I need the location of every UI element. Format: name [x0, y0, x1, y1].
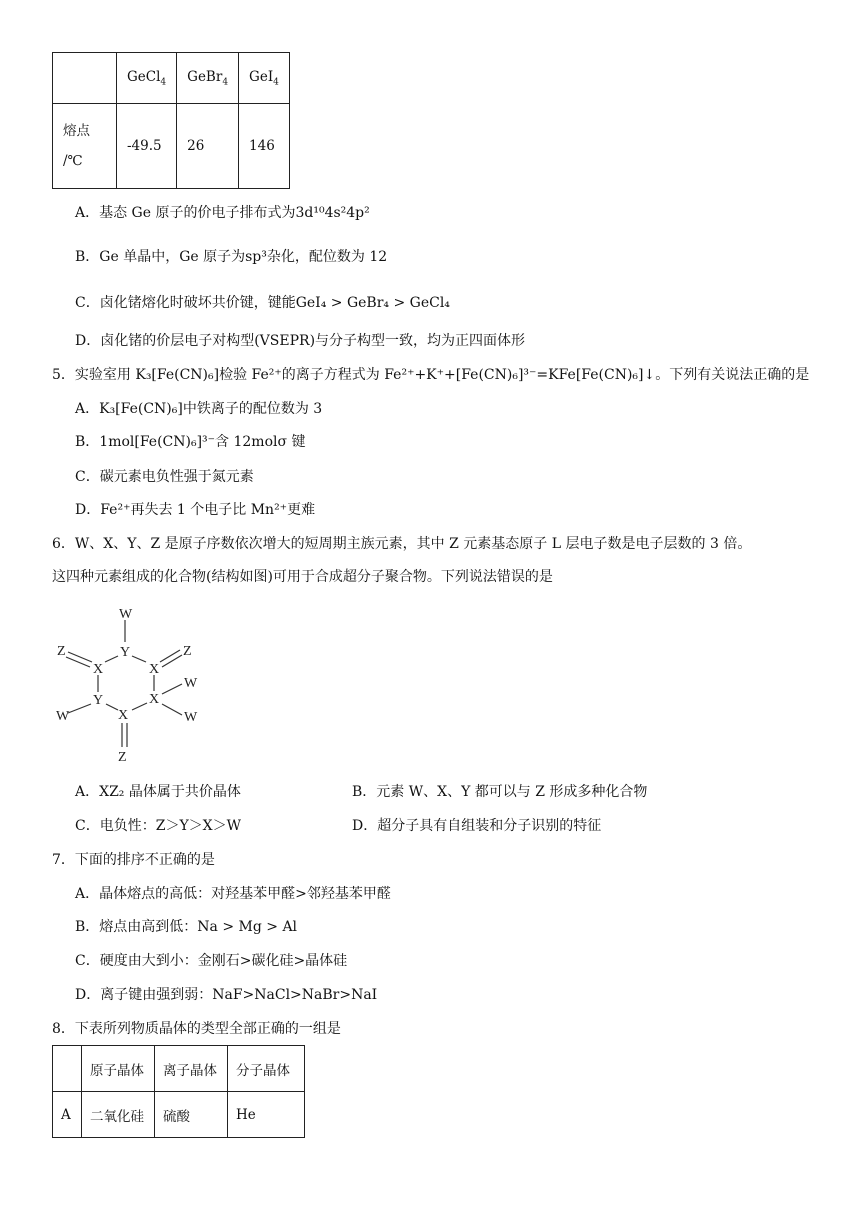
q7-option-a: A．晶体熔点的高低：对羟基苯甲醛>邻羟基苯甲醛 [75, 886, 391, 902]
q7-option-d: D．离子键由强到弱：NaF>NaCl>NaBr>NaI [75, 987, 378, 1003]
table-cell: 26 [177, 104, 239, 189]
q4-option-a: A．基态 Ge 原子的价电子排布式为3d¹⁰4s²4p² [75, 205, 370, 221]
q7-stem: 7．下面的排序不正确的是 [52, 852, 215, 868]
atom-label: Z [183, 644, 192, 659]
q6-option-b: B．元素 W、X、Y 都可以与 Z 形成多种化合物 [352, 784, 648, 800]
atom-label: X [149, 662, 160, 677]
q7-option-c: C．硬度由大到小：金刚石>碳化硅>晶体硅 [75, 953, 348, 969]
table-header-cell: 分子晶体 [228, 1046, 305, 1092]
row-label-line2: /℃ [63, 153, 83, 169]
q4-option-d: D．卤化锗的价层电子对构型(VSEPR)与分子构型一致，均为正四面体形 [75, 333, 526, 349]
atom-label: X [149, 692, 160, 707]
row-label-cell [53, 104, 117, 189]
atom-label: Y [120, 645, 131, 660]
atom-label: Z [118, 750, 127, 765]
q5-option-b: B．1mol[Fe(CN)₆]³⁻含 12molσ 键 [75, 434, 306, 450]
molecule-structure-diagram [50, 600, 220, 770]
q5-option-c: C．碳元素电负性强于氮元素 [75, 469, 254, 485]
row-label-line1: 熔点 [63, 123, 90, 139]
table-cell: He [228, 1092, 305, 1138]
table-header-cell [53, 1046, 82, 1092]
atom-label: W [119, 607, 133, 622]
atom-label: Z [57, 644, 66, 659]
q4-option-c: C．卤化锗熔化时破坏共价键，键能GeI₄ > GeBr₄ > GeCl₄ [75, 295, 450, 311]
atom-label: W [184, 710, 198, 725]
q8-stem: 8．下表所列物质晶体的类型全部正确的一组是 [52, 1021, 341, 1037]
table-cell: A [53, 1092, 82, 1138]
q5-option-a: A．K₃[Fe(CN)₆]中铁离子的配位数为 3 [75, 401, 323, 417]
q6-option-c: C．电负性：Z＞Y＞X＞W [75, 818, 242, 834]
q6-stem-line1: 6．W、X、Y、Z 是原子序数依次增大的短周期主族元素，其中 Z 元素基态原子 L 层电子数是电子层数的 3 倍。 [52, 536, 752, 552]
atom-label: W [184, 676, 198, 691]
q7-option-b: B．熔点由高到低：Na > Mg > Al [75, 919, 298, 935]
q5-option-d: D．Fe²⁺再失去 1 个电子比 Mn²⁺更难 [75, 502, 316, 518]
atom-label: Y [93, 693, 104, 708]
table-header-cell: 离子晶体 [155, 1046, 228, 1092]
q4-option-b: B．Ge 单晶中，Ge 原子为sp³杂化，配位数为 12 [75, 249, 388, 265]
q5-stem: 5．实验室用 K₃[Fe(CN)₆]检验 Fe²⁺的离子方程式为 Fe²⁺+K⁺+[Fe(CN)₆]³⁻=KFe[Fe(CN)₆]↓。下列有关说法正确的是 [52, 367, 810, 383]
table-header-cell: GeCl$_4$ [117, 53, 177, 104]
q6-option-d: D．超分子具有自组装和分子识别的特征 [352, 818, 602, 834]
atom-label: W [56, 709, 70, 724]
table-header-cell: GeBr$_4$ [177, 53, 239, 104]
atom-label: X [93, 662, 104, 677]
table-cell: 硫酸 [155, 1092, 228, 1138]
atom-label: X [118, 708, 129, 723]
table-cell: 二氧化硅 [82, 1092, 155, 1138]
table-header-cell [53, 53, 117, 104]
melting-point-table [52, 52, 290, 189]
table-header-cell: 原子晶体 [82, 1046, 155, 1092]
table-header-cell: GeI$_4$ [239, 53, 290, 104]
table-cell: 146 [239, 104, 290, 189]
q6-option-a: A．XZ₂ 晶体属于共价晶体 [75, 784, 241, 800]
q6-stem-line2: 这四种元素组成的化合物(结构如图)可用于合成超分子聚合物。下列说法错误的是 [52, 569, 553, 585]
crystal-type-table [52, 1045, 305, 1138]
table-cell: -49.5 [117, 104, 177, 189]
